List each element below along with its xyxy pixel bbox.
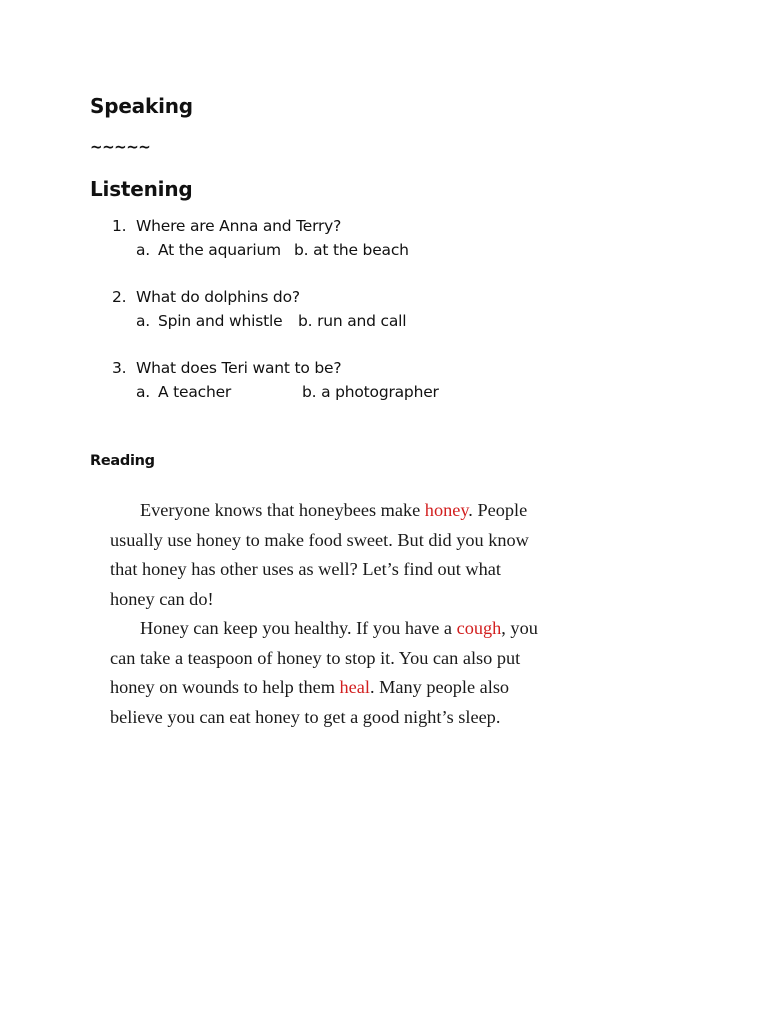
tilde-separator: ~~~~~ xyxy=(90,138,151,156)
question-number: 2. xyxy=(112,288,127,306)
option-a-letter: a. xyxy=(136,241,151,259)
option-a: A teacher xyxy=(158,383,232,401)
option-b: b. a photographer xyxy=(302,383,439,401)
vocab-word-honey: honey xyxy=(424,500,469,520)
vocab-word-cough: cough xyxy=(456,618,502,638)
passage-paragraph-1 xyxy=(110,496,540,614)
question-1 xyxy=(112,217,612,288)
option-a: At the aquarium xyxy=(158,241,281,259)
reading-heading: Reading xyxy=(90,453,155,469)
listening-questions xyxy=(112,217,612,430)
question-number: 1. xyxy=(112,217,127,235)
option-b: b. at the beach xyxy=(294,241,409,259)
passage-text: . People usually use honey to make food sweet. But did you know that honey has other uses as well? Let’s find out what honey can do! xyxy=(110,500,529,609)
question-number: 3. xyxy=(112,359,127,377)
option-a: Spin and whistle xyxy=(158,312,283,330)
reading-passage xyxy=(110,496,540,732)
passage-text: Honey can keep you healthy. If you have a xyxy=(140,618,457,638)
passage-paragraph-2 xyxy=(110,614,540,732)
question-2 xyxy=(112,288,612,359)
passage-text: Everyone knows that honeybees make xyxy=(140,500,425,520)
vocab-word-heal: heal xyxy=(339,677,370,697)
option-a-letter: a. xyxy=(136,312,151,330)
question-3 xyxy=(112,359,612,430)
passage-text: , you can take a teaspoon of honey to stop it. You can also put honey on wounds to help them xyxy=(110,618,538,697)
option-b: b. run and call xyxy=(298,312,407,330)
question-text: Where are Anna and Terry? xyxy=(136,217,342,235)
passage-text: . Many people also believe you can eat honey to get a good night’s sleep. xyxy=(110,677,510,727)
option-a-letter: a. xyxy=(136,383,151,401)
speaking-heading: Speaking xyxy=(90,94,193,118)
listening-heading: Listening xyxy=(90,177,193,201)
question-text: What do dolphins do? xyxy=(136,288,300,306)
question-text: What does Teri want to be? xyxy=(136,359,342,377)
